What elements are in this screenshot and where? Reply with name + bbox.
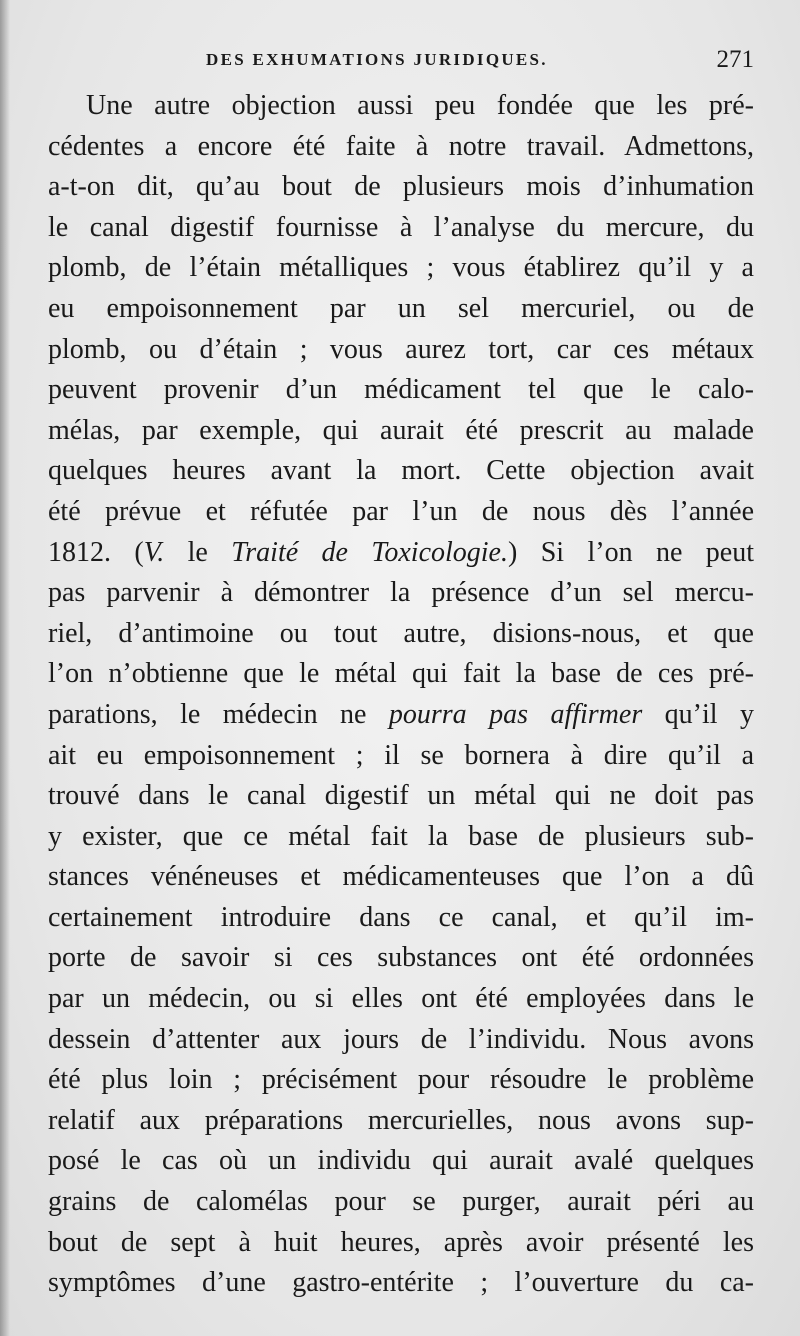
text-line: grains de calomélas pour se purger, aurait péri au xyxy=(48,1186,754,1218)
running-head xyxy=(48,46,754,76)
text-line: plomb, ou d’étain ; vous aurez tort, car ces métaux xyxy=(48,333,754,365)
text-line: plomb, de l’étain métalliques ; vous établirez qu’il y a xyxy=(48,252,754,284)
text-line: a-t-on dit, qu’au bout de plusieurs mois d’inhumation xyxy=(48,171,754,203)
text-line: peuvent provenir d’un médicament tel que le calo- xyxy=(48,374,754,406)
text-line: posé le cas où un individu qui aurait avalé quelques xyxy=(48,1145,754,1177)
text-line: relatif aux préparations mercurielles, nous avons sup- xyxy=(48,1104,754,1136)
italic-abbreviation: V. xyxy=(143,536,165,568)
body-text xyxy=(48,86,754,1304)
text-line: 1812. (V. le Traité de Toxicologie.) Si l’on ne peut xyxy=(48,536,754,568)
text-line: été plus loin ; précisément pour résoudre le problème xyxy=(48,1064,754,1096)
text-line: riel, d’antimoine ou tout autre, disions-nous, et que xyxy=(48,617,754,649)
text-line: dessein d’attenter aux jours de l’individu. Nous avons xyxy=(48,1023,754,1055)
text-line: quelques heures avant la mort. Cette objection avait xyxy=(48,455,754,487)
text-line: cédentes a encore été faite à notre travail. Admettons, xyxy=(48,130,754,162)
text-line: été prévue et réfutée par l’un de nous dès l’année xyxy=(48,495,754,527)
text-line: porte de savoir si ces substances ont été ordonnées xyxy=(48,942,754,974)
text-line: certainement introduire dans ce canal, et qu’il im- xyxy=(48,901,754,933)
text-line: pas parvenir à démontrer la présence d’un sel mercu- xyxy=(48,577,754,609)
text-line: symptômes d’une gastro-entérite ; l’ouverture du ca- xyxy=(48,1267,754,1299)
running-title: DES EXHUMATIONS JURIDIQUES. xyxy=(206,50,548,69)
text-line: y exister, que ce métal fait la base de plusieurs sub- xyxy=(48,820,754,852)
italic-emphasis: pourra pas affirmer xyxy=(388,698,643,730)
page-gutter-shadow xyxy=(0,0,10,1336)
text-line: bout de sept à huit heures, après avoir présenté les xyxy=(48,1226,754,1258)
text-line: le canal digestif fournisse à l’analyse du mercure, du xyxy=(48,211,754,243)
text-line: eu empoisonnement par un sel mercuriel, ou de xyxy=(48,292,754,324)
text-line: ait eu empoisonnement ; il se bornera à dire qu’il a xyxy=(48,739,754,771)
italic-book-title: Traité de Toxicologie. xyxy=(231,536,508,568)
text-line: Une autre objection aussi peu fondée que les pré- xyxy=(86,90,754,121)
text-line: mélas, par exemple, qui aurait été prescrit au malade xyxy=(48,414,754,446)
page-number: 271 xyxy=(716,46,754,73)
text-line: trouvé dans le canal digestif un métal qui ne doit pas xyxy=(48,780,754,812)
text-line: par un médecin, ou si elles ont été employées dans le xyxy=(48,983,754,1015)
text-line: l’on n’obtienne que le métal qui fait la base de ces pré- xyxy=(48,658,754,690)
text-line: stances vénéneuses et médicamenteuses que l’on a dû xyxy=(48,861,754,893)
text-line: parations, le médecin ne pourra pas affirmer qu’il y xyxy=(48,698,754,730)
